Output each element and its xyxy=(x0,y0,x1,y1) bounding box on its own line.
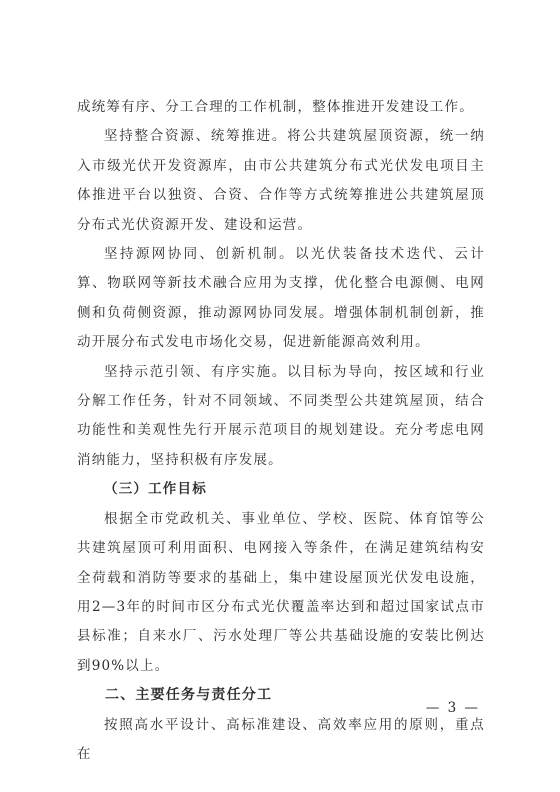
paragraph-demonstration-lead: 坚持示范引领、有序实施。以目标为导向，按区域和行业分解工作任务，针对不同领域、不同类型公共建筑屋顶，结合功能性和美观性先行开展示范项目的规划建设。充分考虑电网消纳能力，坚持积极有序发展。 xyxy=(77,363,485,468)
section-heading-main-tasks: 二、主要任务与责任分工 xyxy=(105,687,273,704)
paragraph-source-grid-coordination: 坚持源网协同、创新机制。以光伏装备技术迭代、云计算、物联网等新技术融合应用为支撑，优化整合电源侧、电网侧和负荷侧资源，推动源网协同发展。增强体制机制创新，推动开展分布式发电市场化交易，促进新能源高效利用。 xyxy=(77,246,485,351)
section-subheading-work-goals: （三）工作目标 xyxy=(104,481,207,498)
paragraph-main-tasks-intro: 按照高水平设计、高标准建设、高效率应用的原则，重点在 xyxy=(77,716,485,762)
paragraph-continuation: 成统筹有序、分工合理的工作机制，整体推进开发建设工作。 xyxy=(77,99,474,115)
paragraph-work-goals: 根据全市党政机关、事业单位、学校、医院、体育馆等公共建筑屋顶可利用面积、电网接入等条件，在满足建筑结构安全荷载和消防等要求的基础上，集中建设屋顶光伏发电设施，用2—3年的时间市区分布式光伏覆盖率达到和超过国家试点市县标准；自来水厂、污水处理厂等公共基础设施的安装比例达到90%以上。 xyxy=(77,510,485,674)
page-number: — 3 — xyxy=(425,700,480,716)
page-body xyxy=(77,93,485,769)
paragraph-integrate-resources: 坚持整合资源、统筹推进。将公共建筑屋顶资源，统一纳入市级光伏开发资源库，由市公共建筑分布式光伏发电项目主体推进平台以独资、合资、合作等方式统筹推进公共建筑屋顶分布式光伏资源开发、建设和运营。 xyxy=(77,128,485,233)
